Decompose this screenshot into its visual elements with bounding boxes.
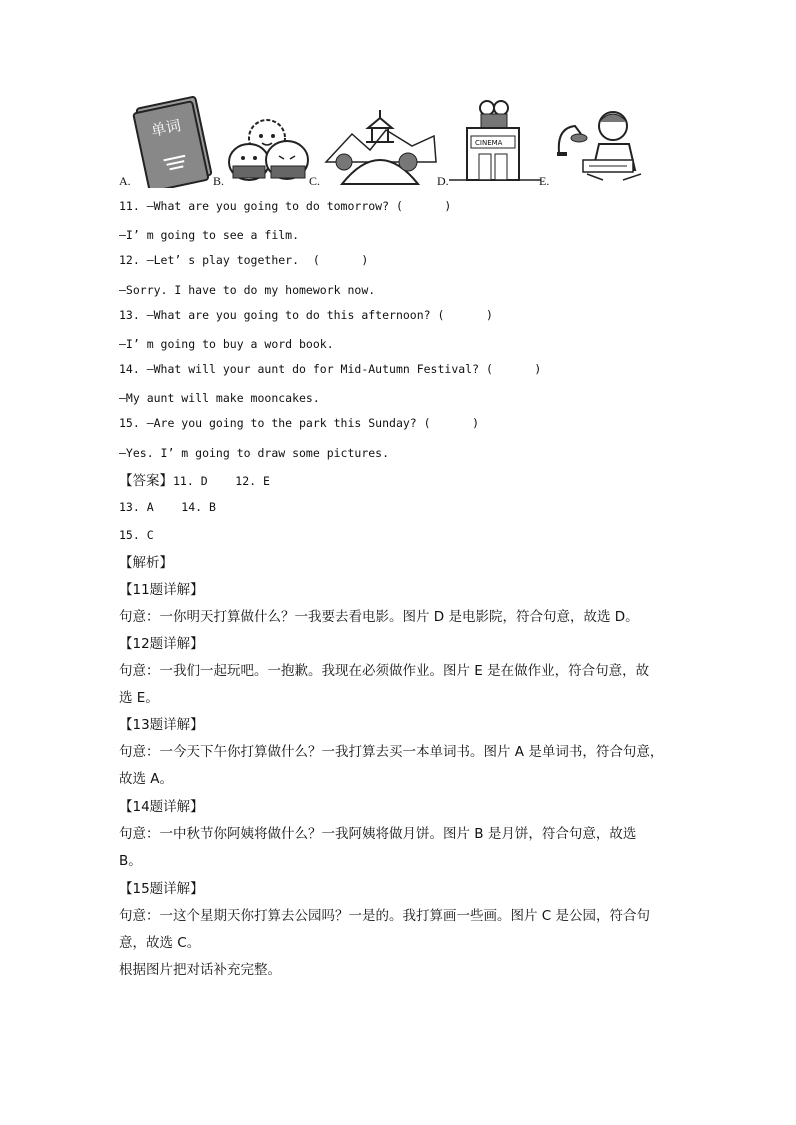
answer-key xyxy=(119,469,270,489)
detail-11-title: 【11题详解】 xyxy=(119,582,204,598)
analysis-label: 【解析】 xyxy=(119,555,173,571)
detail-13-line-2: 故选 A。 xyxy=(119,771,174,787)
detail-14-title: 【14题详解】 xyxy=(119,799,204,815)
book-title: 单词 xyxy=(149,116,183,141)
option-letter-d: D. xyxy=(437,174,449,188)
question-14: 14. —What will your aunt do for Mid-Autumn Festival? ( ) xyxy=(119,362,542,376)
detail-15-line-1: 句意：一这个星期天你打算去公园吗？一是的。我打算画一些画。图片 C 是公园，符合句 xyxy=(119,908,651,924)
word-book-icon xyxy=(130,96,216,188)
cinema-icon xyxy=(449,98,541,184)
detail-15-line-2: 意，故选 C。 xyxy=(119,935,201,951)
detail-13-line-1: 句意：一今天下午你打算做什么？一我打算去买一本单词书。图片 A 是单词书，符合句意， xyxy=(119,744,664,760)
homework-icon xyxy=(553,108,648,184)
detail-12-title: 【12题详解】 xyxy=(119,636,204,652)
answer-label: 【答案】 xyxy=(119,473,173,489)
answer-line-12: —Sorry. I have to do my homework now. xyxy=(119,283,376,297)
answer-line-2: 13. A 14. B xyxy=(119,500,216,514)
question-13: 13. —What are you going to do this afternoon? ( ) xyxy=(119,308,493,322)
detail-14-line-2: B。 xyxy=(119,853,142,869)
detail-15-title: 【15题详解】 xyxy=(119,881,204,897)
detail-11-line-1: 句意：一你明天打算做什么？一我要去看电影。图片 D 是电影院，符合句意，故选 D。 xyxy=(119,609,639,625)
option-letter-e: E. xyxy=(539,174,550,188)
detail-12-line-2: 选 E。 xyxy=(119,690,159,706)
detail-14-line-1: 句意：一中秋节你阿姨将做什么？一我阿姨将做月饼。图片 B 是月饼，符合句意，故选 xyxy=(119,826,637,842)
picture-options xyxy=(0,96,796,191)
question-12: 12. —Let’ s play together. ( ) xyxy=(119,253,369,267)
answer-line-11: —I’ m going to see a film. xyxy=(119,228,300,242)
answer-line-1: 11. D 12. E xyxy=(173,474,270,488)
option-letter-b: B. xyxy=(213,174,225,188)
answer-line-13: —I’ m going to buy a word book. xyxy=(119,337,334,351)
detail-13-title: 【13题详解】 xyxy=(119,717,204,733)
question-15: 15. —Are you going to the park this Sunday? ( ) xyxy=(119,416,480,430)
summary: 根据图片把对话补充完整。 xyxy=(119,962,281,978)
park-icon xyxy=(322,106,438,186)
mooncakes-icon xyxy=(225,116,315,186)
cinema-sign: CINEMA xyxy=(475,139,503,147)
detail-12-line-1: 句意：一我们一起玩吧。一抱歉。我现在必须做作业。图片 E 是在做作业，符合句意，故 xyxy=(119,663,650,679)
option-letter-a: A. xyxy=(119,174,131,188)
option-letter-c: C. xyxy=(309,174,321,188)
answer-line-14: —My aunt will make mooncakes. xyxy=(119,391,320,405)
answer-line-15: —Yes. I’ m going to draw some pictures. xyxy=(119,446,390,460)
answer-line-3: 15. C xyxy=(119,528,154,542)
question-11: 11. —What are you going to do tomorrow? ( ) xyxy=(119,199,452,213)
